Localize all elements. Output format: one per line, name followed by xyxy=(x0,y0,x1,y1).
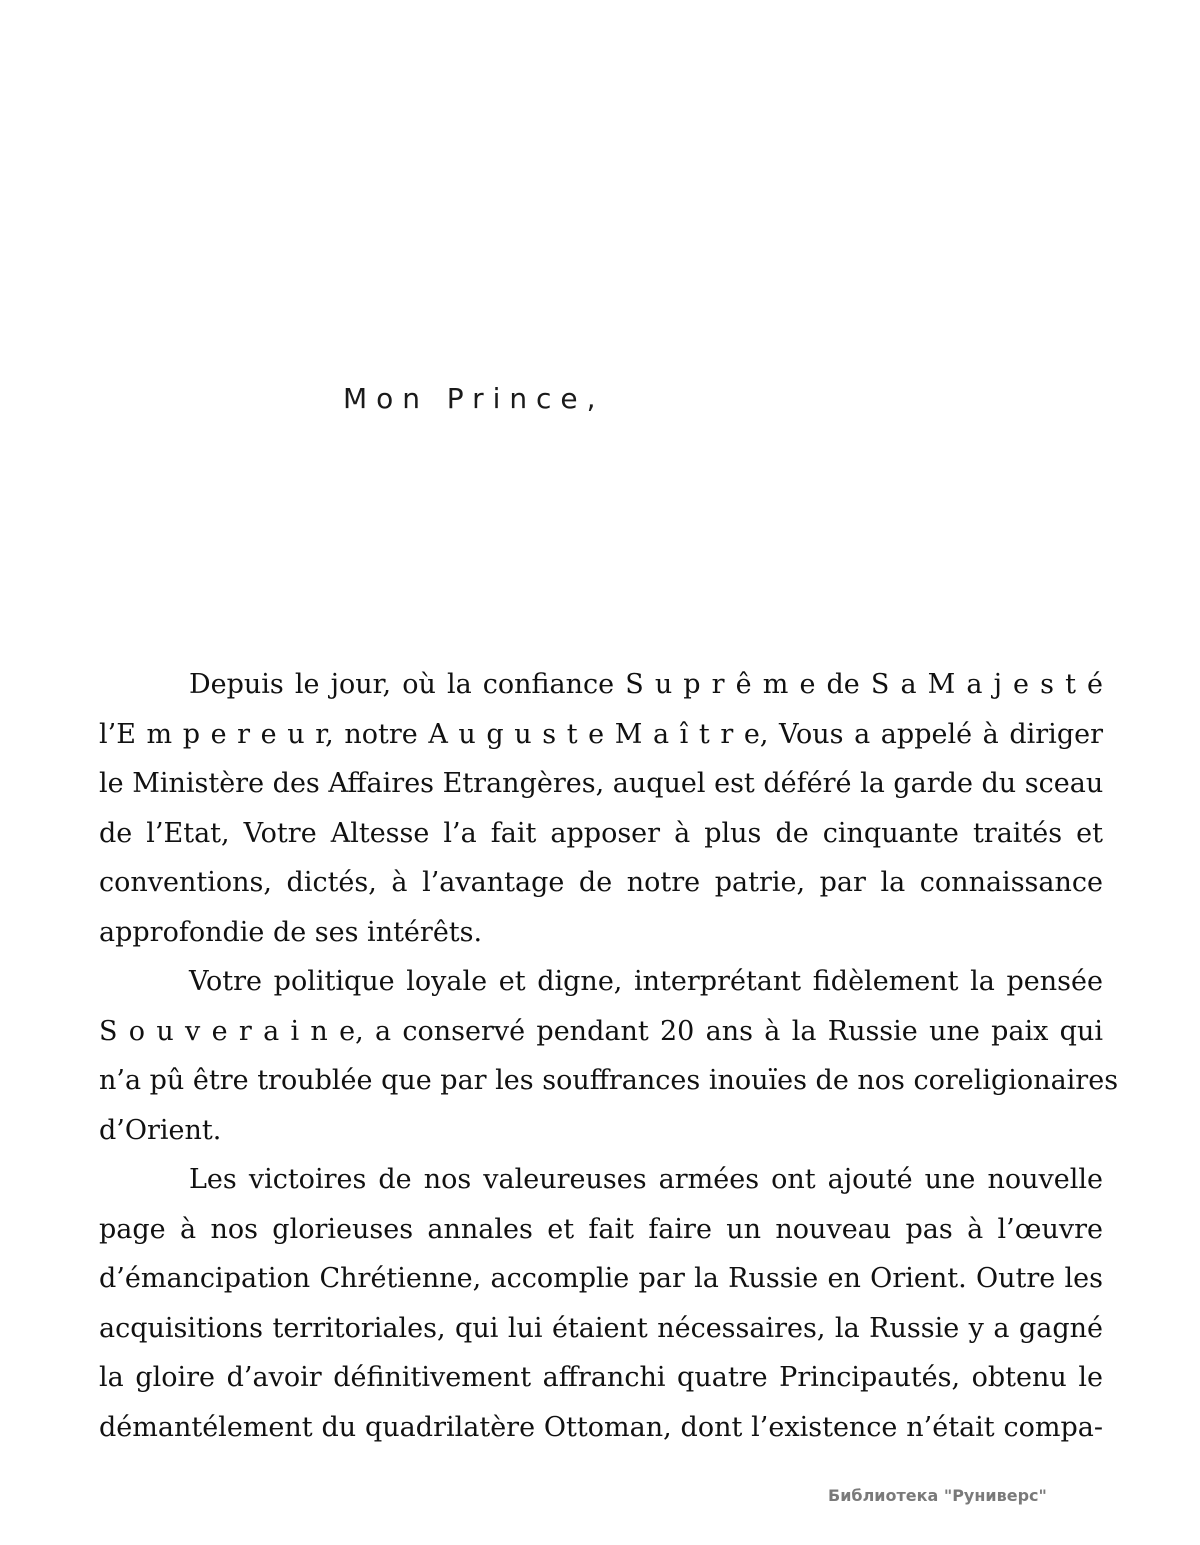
text-line: l’E m p e r e u r, notre A u g u s t e M a î t r e, Vous a appelé à diriger xyxy=(99,718,1103,750)
text-line: de l’Etat, Votre Altesse l’a fait apposer à plus de cinquante traités et xyxy=(99,817,1103,849)
text-line: le Ministère des Affaires Etrangères, auquel est déféré la garde du sceau xyxy=(99,768,1104,799)
text-line: démantélement du quadrilatère Ottoman, dont l’existence n’était compa- xyxy=(99,1411,1103,1443)
text-line: approfondie de ses intérêts. xyxy=(99,916,483,948)
text-line: Depuis le jour, où la confiance S u p r ê m e de S a M a j e s t é xyxy=(189,669,1103,700)
text-line: la gloire d’avoir définitivement affranchi quatre Principautés, obtenu le xyxy=(99,1362,1103,1393)
salutation: Mon Prince, xyxy=(343,382,605,415)
text-line: d’émancipation Chrétienne, accomplie par la Russie en Orient. Outre les xyxy=(99,1263,1103,1294)
text-line: conventions, dictés, à l’avantage de notre patrie, par la connaissance xyxy=(99,867,1103,898)
text-line: n’a pû être troublée que par les souffrances inouïes de nos coreligionaires xyxy=(99,1065,1119,1096)
text-line: page à nos glorieuses annales et fait faire un nouveau pas à l’œuvre xyxy=(99,1213,1103,1245)
letter-body xyxy=(99,660,1119,1452)
text-line: d’Orient. xyxy=(99,1114,222,1146)
text-line: Les victoires de nos valeureuses armées ont ajouté une nouvelle xyxy=(189,1164,1103,1195)
text-line: S o u v e r a i n e, a conservé pendant 20 ans à la Russie une paix qui xyxy=(99,1015,1103,1047)
library-watermark: Библиотека "Руниверс" xyxy=(828,1486,1047,1505)
text-line: acquisitions territoriales, qui lui étaient nécessaires, la Russie y a gagné xyxy=(99,1312,1103,1344)
text-line: Votre politique loyale et digne, interprétant fidèlement la pensée xyxy=(189,966,1103,997)
